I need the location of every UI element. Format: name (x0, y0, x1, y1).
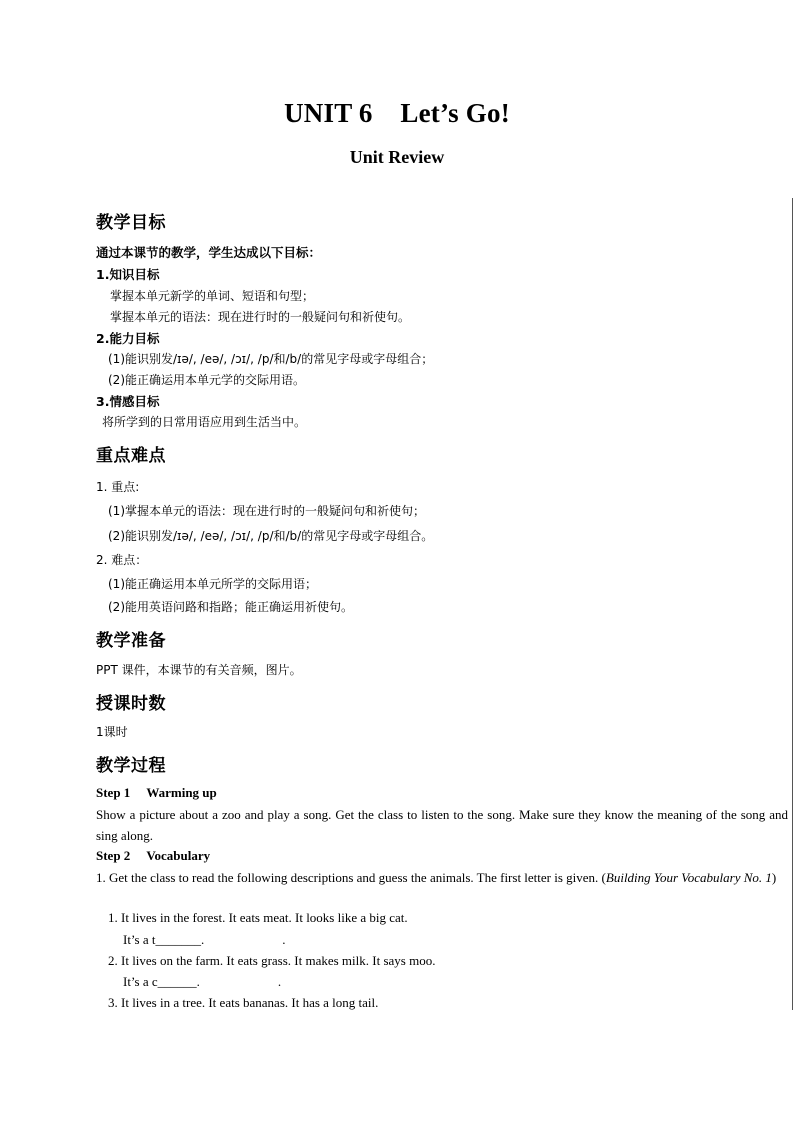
step1-title: Step 1 Warming up (96, 785, 217, 800)
knowledge-title: 1.知识目标 (96, 267, 160, 282)
step2-title: Step 2 Vocabulary (96, 848, 211, 863)
document-subtitle: Unit Review (349, 147, 445, 167)
key-points-heading: 重点难点 (96, 446, 166, 466)
ability-title: 2.能力目标 (96, 331, 160, 346)
hours-heading: 授课时数 (96, 694, 166, 714)
step2-item-1-text: 1. Get the class to read the following descriptions and guess the animals. The first letter is given. ( (96, 870, 606, 885)
difficult-item-1: (1)能正确运用本单元所学的交际用语； (108, 577, 317, 591)
preparation-text: PPT 课件，本课节的有关音频，图片。 (96, 663, 302, 677)
answer-1: It’s a t_______. . (123, 932, 286, 947)
objectives-intro: 通过本课节的教学，学生达成以下目标： (96, 245, 322, 260)
difficult-title: 2. 难点： (96, 553, 148, 567)
emotion-item-1: 将所学到的日常用语应用到生活当中。 (102, 415, 307, 429)
step1-text: Show a picture about a zoo and play a song. Get the class to listen to the song. Make sure they know the meaning of the song and sing along. (96, 807, 788, 843)
difficult-item-2: (2)能用英语问路和指路；能正确运用祈使句。 (108, 600, 353, 614)
ability-item-2: (2)能正确运用本单元学的交际用语。 (108, 373, 305, 387)
knowledge-item-1: 掌握本单元新学的单词、短语和句型； (110, 289, 315, 303)
key-title: 1. 重点: (96, 480, 140, 494)
ability-item-1: (1)能识别发/ɪə/, /eə/, /ɔɪ/, /p/和/b/的常见字母或字母组合； (108, 352, 434, 366)
hours-text: 1课时 (96, 725, 128, 739)
key-item-2: (2)能识别发/ɪə/, /eə/, /ɔɪ/, /p/和/b/的常见字母或字母组合。 (108, 529, 434, 543)
step2-item-1 (96, 867, 788, 888)
question-2: 2. It lives on the farm. It eats grass. It makes milk. It says moo. (108, 953, 436, 968)
answer-2: It’s a c______. . (123, 974, 282, 989)
objectives-heading: 教学目标 (96, 213, 166, 233)
emotion-title: 3.情感目标 (96, 394, 160, 409)
preparation-heading: 教学准备 (96, 631, 166, 651)
step2-item-1-close: ) (771, 870, 777, 885)
question-1: 1. It lives in the forest. It eats meat. It looks like a big cat. (108, 910, 408, 925)
document-title: UNIT 6 Let’s Go! (284, 98, 510, 128)
question-3: 3. It lives in a tree. It eats bananas. It has a long tail. (108, 995, 379, 1010)
step2-item-1-reference: Building Your Vocabulary No. 1 (605, 870, 772, 885)
knowledge-item-2: 掌握本单元的语法：现在进行时的一般疑问句和祈使句。 (110, 310, 411, 324)
process-heading: 教学过程 (96, 756, 166, 776)
key-item-1: (1)掌握本单元的语法：现在进行时的一般疑问句和祈使句； (108, 504, 426, 518)
